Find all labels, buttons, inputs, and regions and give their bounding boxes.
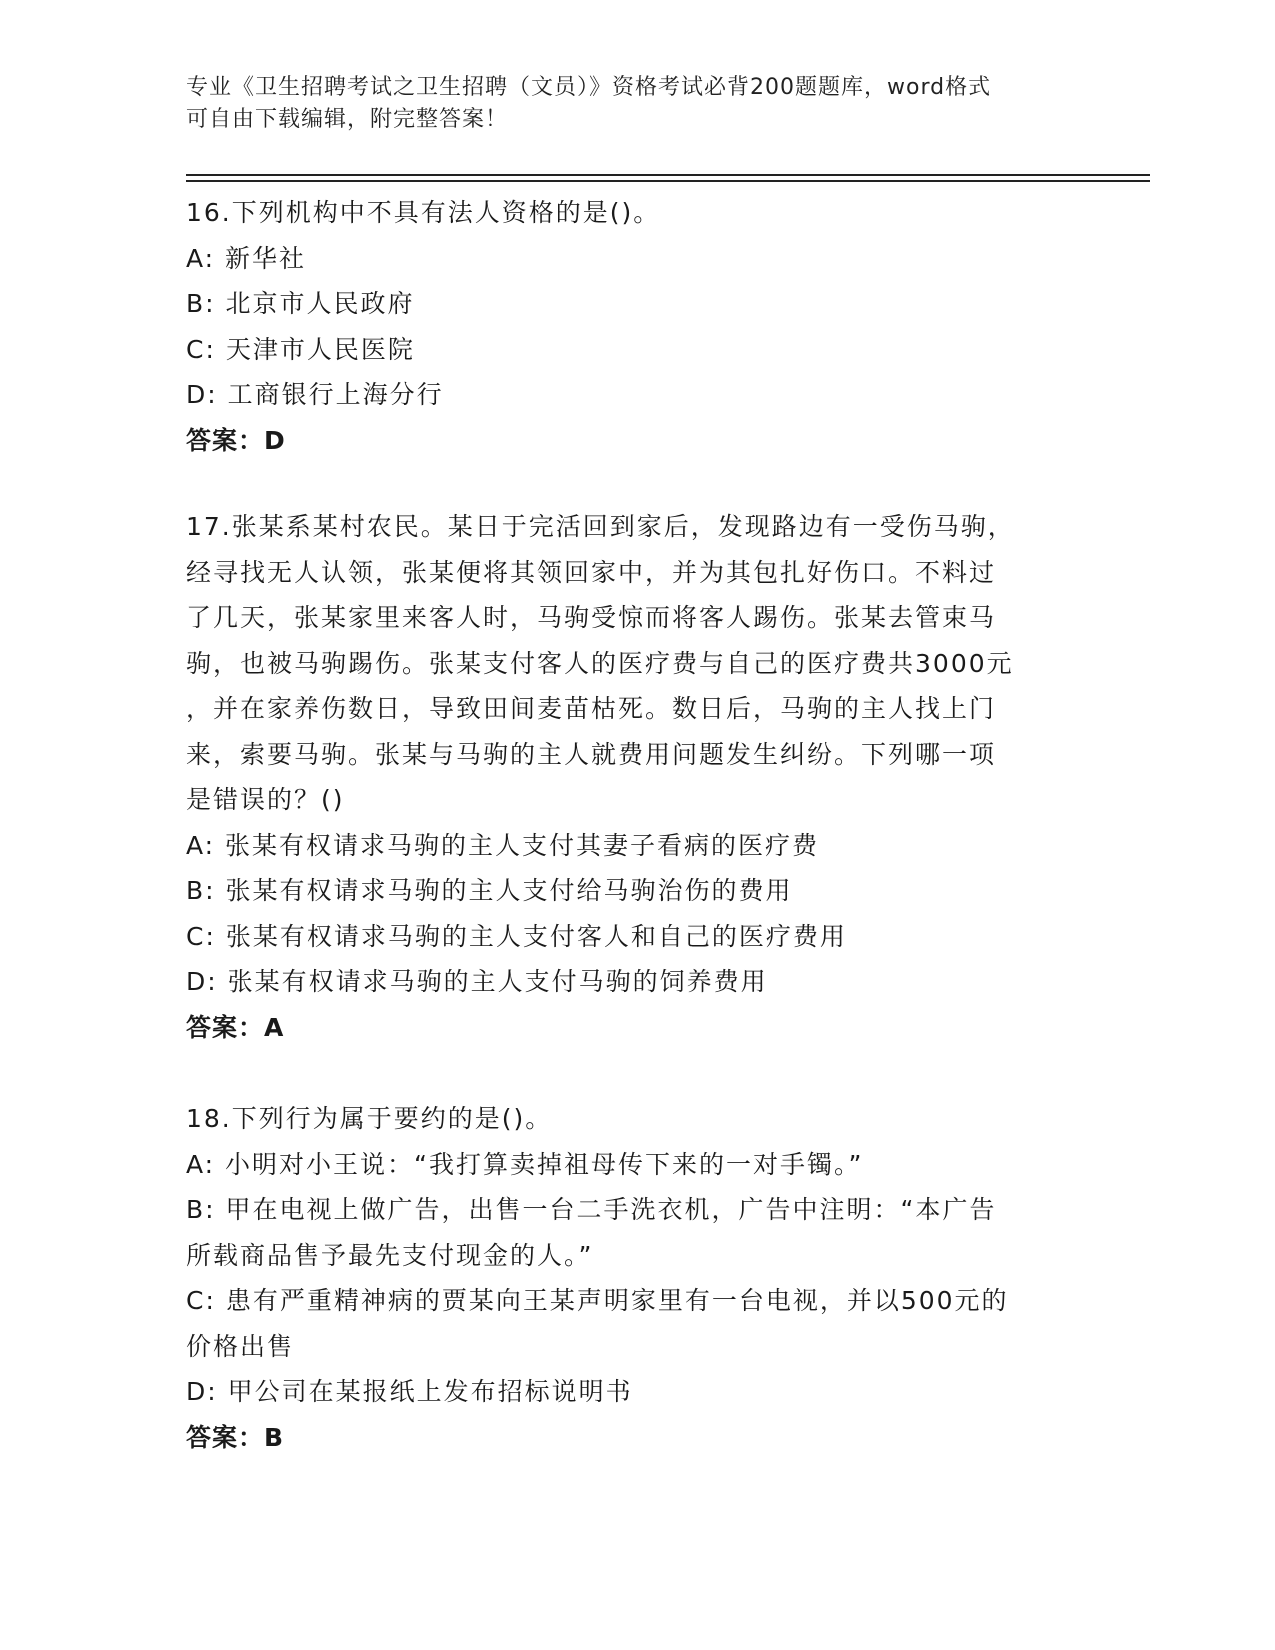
question-stem-line: ，并在家养伤数日，导致田间麦苗枯死。数日后，马驹的主人找上门 bbox=[186, 694, 997, 723]
header-line-1: 专业《卫生招聘考试之卫生招聘（文员）》资格考试必背200题题库，word格式 bbox=[186, 75, 992, 100]
question-stem-line: 了几天，张某家里来客人时，马驹受惊而将客人踢伤。张某去管束马 bbox=[186, 603, 997, 632]
option-c: C: 天津市人民医院 bbox=[186, 334, 415, 364]
question-stem-line: 来，索要马驹。张某与马驹的主人就费用问题发生纠纷。下列哪一项 bbox=[186, 739, 997, 769]
header-divider-bottom bbox=[186, 180, 1150, 182]
option-b-continued: 所载商品售予最先支付现金的人。” bbox=[186, 1240, 594, 1270]
option-a: A: 小明对小王说：“我打算卖掉祖母传下来的一对手镯。” bbox=[186, 1149, 864, 1179]
question-18 bbox=[186, 1096, 1086, 1460]
header-line-2: 可自由下载编辑，附完整答案！ bbox=[186, 107, 509, 132]
option-c-continued: 价格出售 bbox=[186, 1331, 295, 1361]
question-16 bbox=[186, 190, 1086, 463]
option-d: D: 工商银行上海分行 bbox=[186, 380, 444, 409]
question-stem-line: 17.张某系某村农民。某日于完活回到家后，发现路边有一受伤马驹， bbox=[186, 512, 1015, 541]
question-17 bbox=[186, 504, 1086, 1050]
document-header bbox=[186, 72, 1066, 136]
question-stem-line: 是错误的？() bbox=[186, 785, 345, 814]
answer-label: 答案：D bbox=[186, 425, 286, 455]
option-d: D: 甲公司在某报纸上发布招标说明书 bbox=[186, 1377, 633, 1406]
option-d: D: 张某有权请求马驹的主人支付马驹的饲养费用 bbox=[186, 967, 768, 996]
option-c: C: 患有严重精神病的贾某向王某声明家里有一台电视，并以500元的 bbox=[186, 1286, 1009, 1315]
option-b: B: 甲在电视上做广告，出售一台二手洗衣机，广告中注明：“本广告 bbox=[186, 1195, 997, 1224]
header-divider-top bbox=[186, 174, 1150, 176]
question-stem-line: 驹，也被马驹踢伤。张某支付客人的医疗费与自己的医疗费共3000元 bbox=[186, 648, 1014, 678]
answer-label: 答案：B bbox=[186, 1422, 285, 1452]
option-a: A: 新华社 bbox=[186, 243, 307, 273]
question-stem: 18.下列行为属于要约的是()。 bbox=[186, 1104, 553, 1133]
option-b: B: 张某有权请求马驹的主人支付给马驹治伤的费用 bbox=[186, 876, 793, 905]
option-b: B: 北京市人民政府 bbox=[186, 289, 415, 318]
option-c: C: 张某有权请求马驹的主人支付客人和自己的医疗费用 bbox=[186, 921, 847, 951]
option-a: A: 张某有权请求马驹的主人支付其妻子看病的医疗费 bbox=[186, 830, 820, 860]
answer-label: 答案：A bbox=[186, 1012, 285, 1042]
question-stem: 16.下列机构中不具有法人资格的是()。 bbox=[186, 198, 661, 227]
question-stem-line: 经寻找无人认领，张某便将其领回家中，并为其包扎好伤口。不料过 bbox=[186, 557, 997, 587]
